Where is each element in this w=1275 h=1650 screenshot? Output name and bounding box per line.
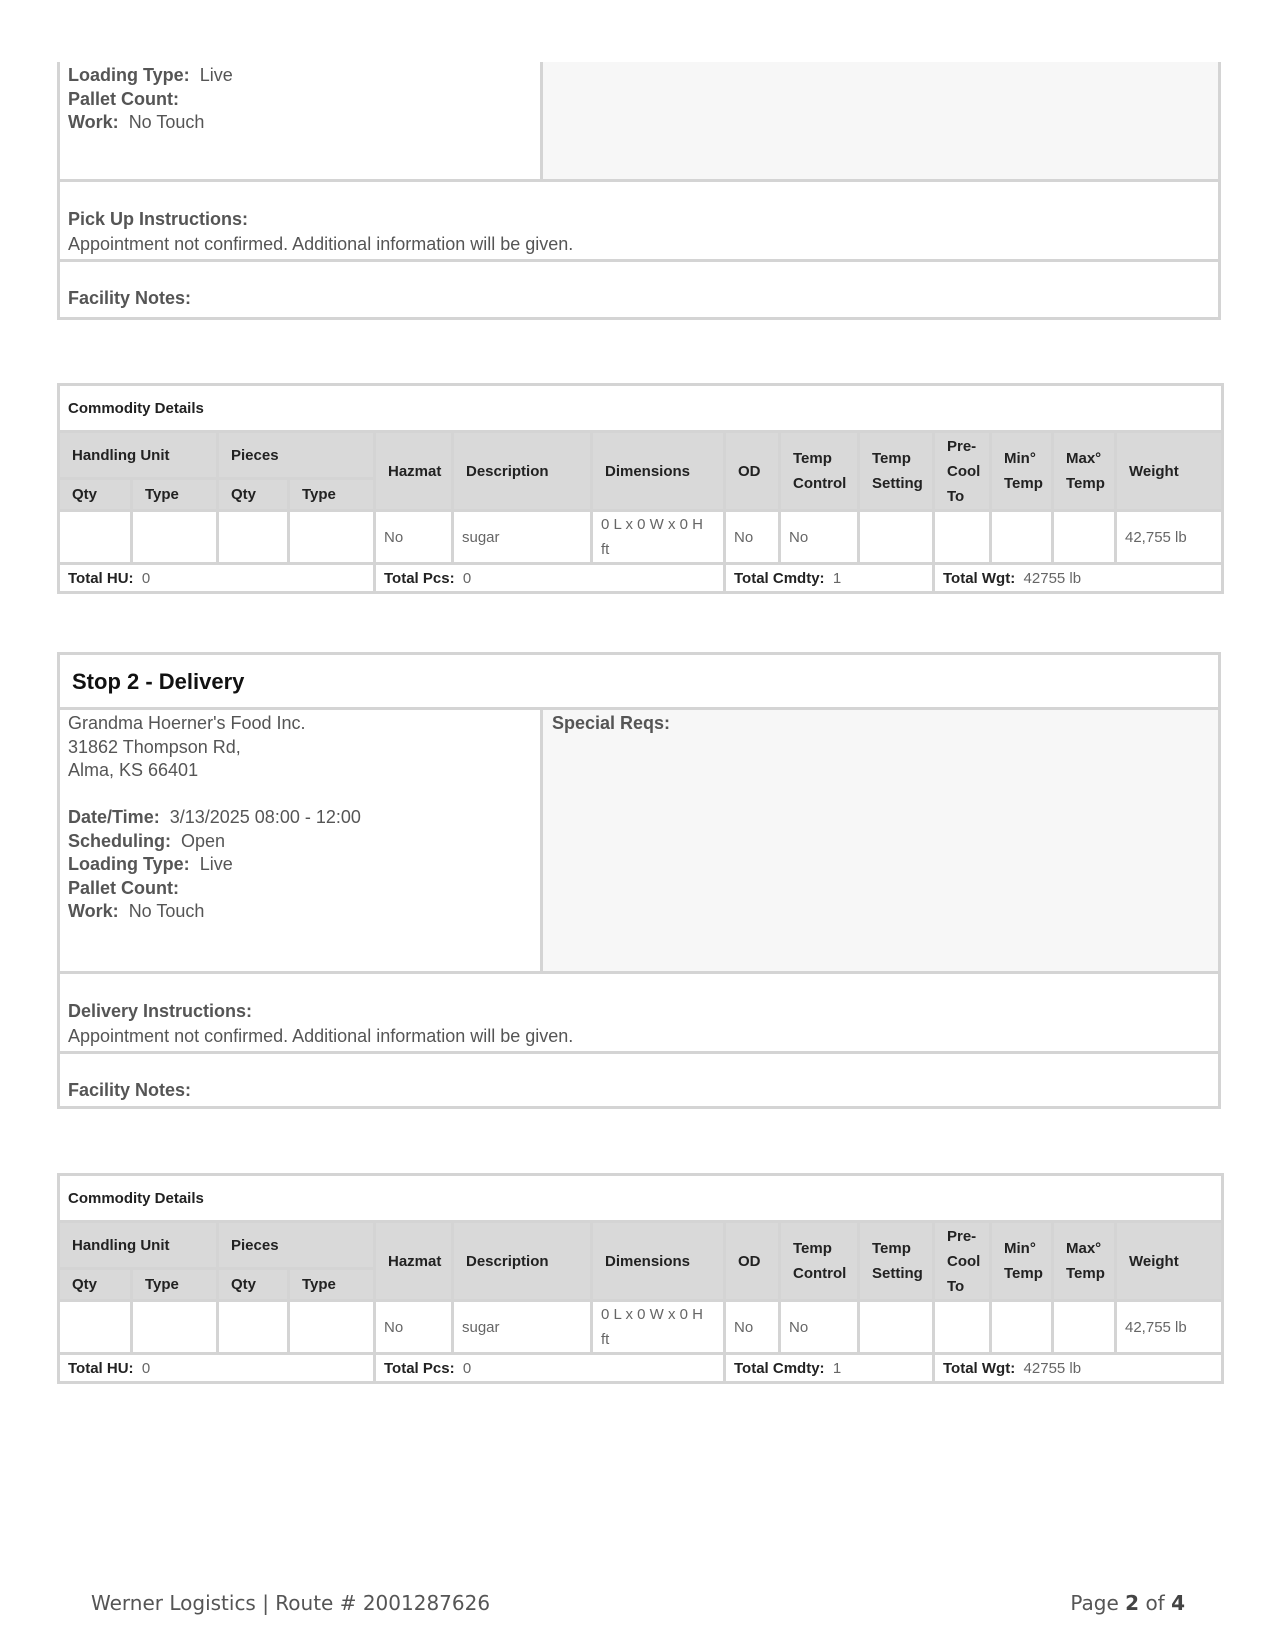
cell-temp-setting — [859, 1301, 934, 1354]
cell-temp-control: No — [780, 1301, 859, 1354]
table-row — [59, 511, 1223, 564]
cell-temp-setting — [859, 511, 934, 564]
stop1-continuation — [57, 62, 1221, 320]
col-hu-qty: Qty — [59, 1269, 132, 1301]
col-hu-type: Type — [132, 1269, 218, 1301]
stop2-details — [60, 710, 543, 971]
total-wgt: Total Wgt: 42755 lb — [934, 564, 1223, 593]
cell-weight: 42,755 lb — [1116, 511, 1223, 564]
stop1-pallet-count: Pallet Count: — [68, 88, 179, 109]
cell-hu-type — [132, 511, 218, 564]
cell-weight: 42,755 lb — [1116, 1301, 1223, 1354]
col-pcs-type: Type — [289, 479, 375, 511]
col-pieces: Pieces — [218, 1222, 375, 1269]
total-pcs: Total Pcs: 0 — [375, 564, 725, 593]
total-hu: Total HU: 0 — [59, 1354, 375, 1383]
col-dimensions: Dimensions — [592, 432, 725, 511]
cell-hazmat: No — [375, 1301, 453, 1354]
col-hu-qty: Qty — [59, 479, 132, 511]
footer-route: Werner Logistics | Route # 2001287626 — [91, 1591, 491, 1615]
stop1-details — [60, 62, 543, 179]
stop2-title: Stop 2 - Delivery — [60, 655, 1218, 710]
commodity-caption: Commodity Details — [59, 385, 1223, 432]
cell-dimensions: 0 L x 0 W x 0 H ft — [592, 1301, 725, 1354]
col-max-temp: Max° Temp — [1053, 1222, 1116, 1301]
col-min-temp: Min° Temp — [991, 1222, 1053, 1301]
stop2-facility-notes: Facility Notes: — [68, 1080, 192, 1100]
stop2-pallet-count: Pallet Count: — [68, 877, 179, 898]
cell-dimensions: 0 L x 0 W x 0 H ft — [592, 511, 725, 564]
total-wgt: Total Wgt: 42755 lb — [934, 1354, 1223, 1383]
col-weight: Weight — [1116, 1222, 1223, 1301]
cell-pcs-qty — [218, 511, 289, 564]
stop1-facility-notes: Facility Notes: — [68, 288, 192, 308]
cell-max-temp — [1053, 1301, 1116, 1354]
totals-row — [59, 1354, 1223, 1383]
cell-min-temp — [991, 1301, 1053, 1354]
col-handling-unit: Handling Unit — [59, 432, 218, 479]
cell-hu-type — [132, 1301, 218, 1354]
stop2-datetime: Date/Time: 3/13/2025 08:00 - 12:00 — [68, 807, 361, 827]
cell-hu-qty — [59, 511, 132, 564]
totals-row — [59, 564, 1223, 593]
special-reqs-label: Special Reqs: — [552, 713, 671, 733]
col-hu-type: Type — [132, 479, 218, 511]
cell-temp-control: No — [780, 511, 859, 564]
stop1-info-row — [60, 62, 1218, 182]
col-temp-control: Temp Control — [780, 432, 859, 511]
stop2-instructions: Delivery Instructions: Appointment not confirmed. Additional information will be given. — [60, 974, 1218, 1054]
col-description: Description — [453, 432, 592, 511]
commodity-table-2 — [57, 1173, 1224, 1384]
stop1-special-reqs-panel — [543, 62, 1218, 179]
col-od: OD — [725, 1222, 780, 1301]
col-pre-cool: Pre-Cool To — [934, 432, 991, 511]
col-temp-control: Temp Control — [780, 1222, 859, 1301]
stop1-work: Work: No Touch — [68, 112, 205, 132]
cell-pre-cool — [934, 511, 991, 564]
stop2-scheduling: Scheduling: Open — [68, 830, 226, 851]
cell-pcs-type — [289, 1301, 375, 1354]
stop2-address2: Alma, KS 66401 — [68, 760, 199, 780]
total-cmdty: Total Cmdty: 1 — [725, 564, 934, 593]
stop1-instructions: Pick Up Instructions: Appointment not confirmed. Additional information will be given. — [60, 182, 1218, 262]
col-pcs-qty: Qty — [218, 479, 289, 511]
stop2-address1: 31862 Thompson Rd, — [68, 736, 241, 757]
col-weight: Weight — [1116, 432, 1223, 511]
cell-hazmat: No — [375, 511, 453, 564]
stop1-loading-type: Loading Type: Live — [68, 65, 233, 85]
col-hazmat: Hazmat — [375, 1222, 453, 1301]
total-hu: Total HU: 0 — [59, 564, 375, 593]
col-dimensions: Dimensions — [592, 1222, 725, 1301]
col-pieces: Pieces — [218, 432, 375, 479]
commodity-caption: Commodity Details — [59, 1175, 1223, 1222]
table-row — [59, 1301, 1223, 1354]
cell-min-temp — [991, 511, 1053, 564]
col-min-temp: Min° Temp — [991, 432, 1053, 511]
stop2-loading-type: Loading Type: Live — [68, 854, 233, 874]
col-temp-setting: Temp Setting — [859, 432, 934, 511]
cell-pre-cool — [934, 1301, 991, 1354]
footer-page-number: Page 2 of 4 — [1070, 1591, 1185, 1615]
cell-hu-qty — [59, 1301, 132, 1354]
cell-pcs-type — [289, 511, 375, 564]
col-description: Description — [453, 1222, 592, 1301]
col-od: OD — [725, 432, 780, 511]
total-cmdty: Total Cmdty: 1 — [725, 1354, 934, 1383]
cell-description: sugar — [453, 511, 592, 564]
cell-od: No — [725, 1301, 780, 1354]
cell-description: sugar — [453, 1301, 592, 1354]
col-pre-cool: Pre-Cool To — [934, 1222, 991, 1301]
stop2-box — [57, 652, 1221, 1109]
col-max-temp: Max° Temp — [1053, 432, 1116, 511]
stop2-special-reqs-panel — [543, 710, 1218, 971]
stop2-work: Work: No Touch — [68, 901, 205, 921]
col-handling-unit: Handling Unit — [59, 1222, 218, 1269]
col-temp-setting: Temp Setting — [859, 1222, 934, 1301]
cell-max-temp — [1053, 511, 1116, 564]
cell-od: No — [725, 511, 780, 564]
stop2-info-row — [60, 710, 1218, 974]
col-pcs-type: Type — [289, 1269, 375, 1301]
total-pcs: Total Pcs: 0 — [375, 1354, 725, 1383]
cell-pcs-qty — [218, 1301, 289, 1354]
col-hazmat: Hazmat — [375, 432, 453, 511]
col-pcs-qty: Qty — [218, 1269, 289, 1301]
commodity-table-1 — [57, 383, 1224, 594]
stop2-company: Grandma Hoerner's Food Inc. — [68, 713, 306, 733]
